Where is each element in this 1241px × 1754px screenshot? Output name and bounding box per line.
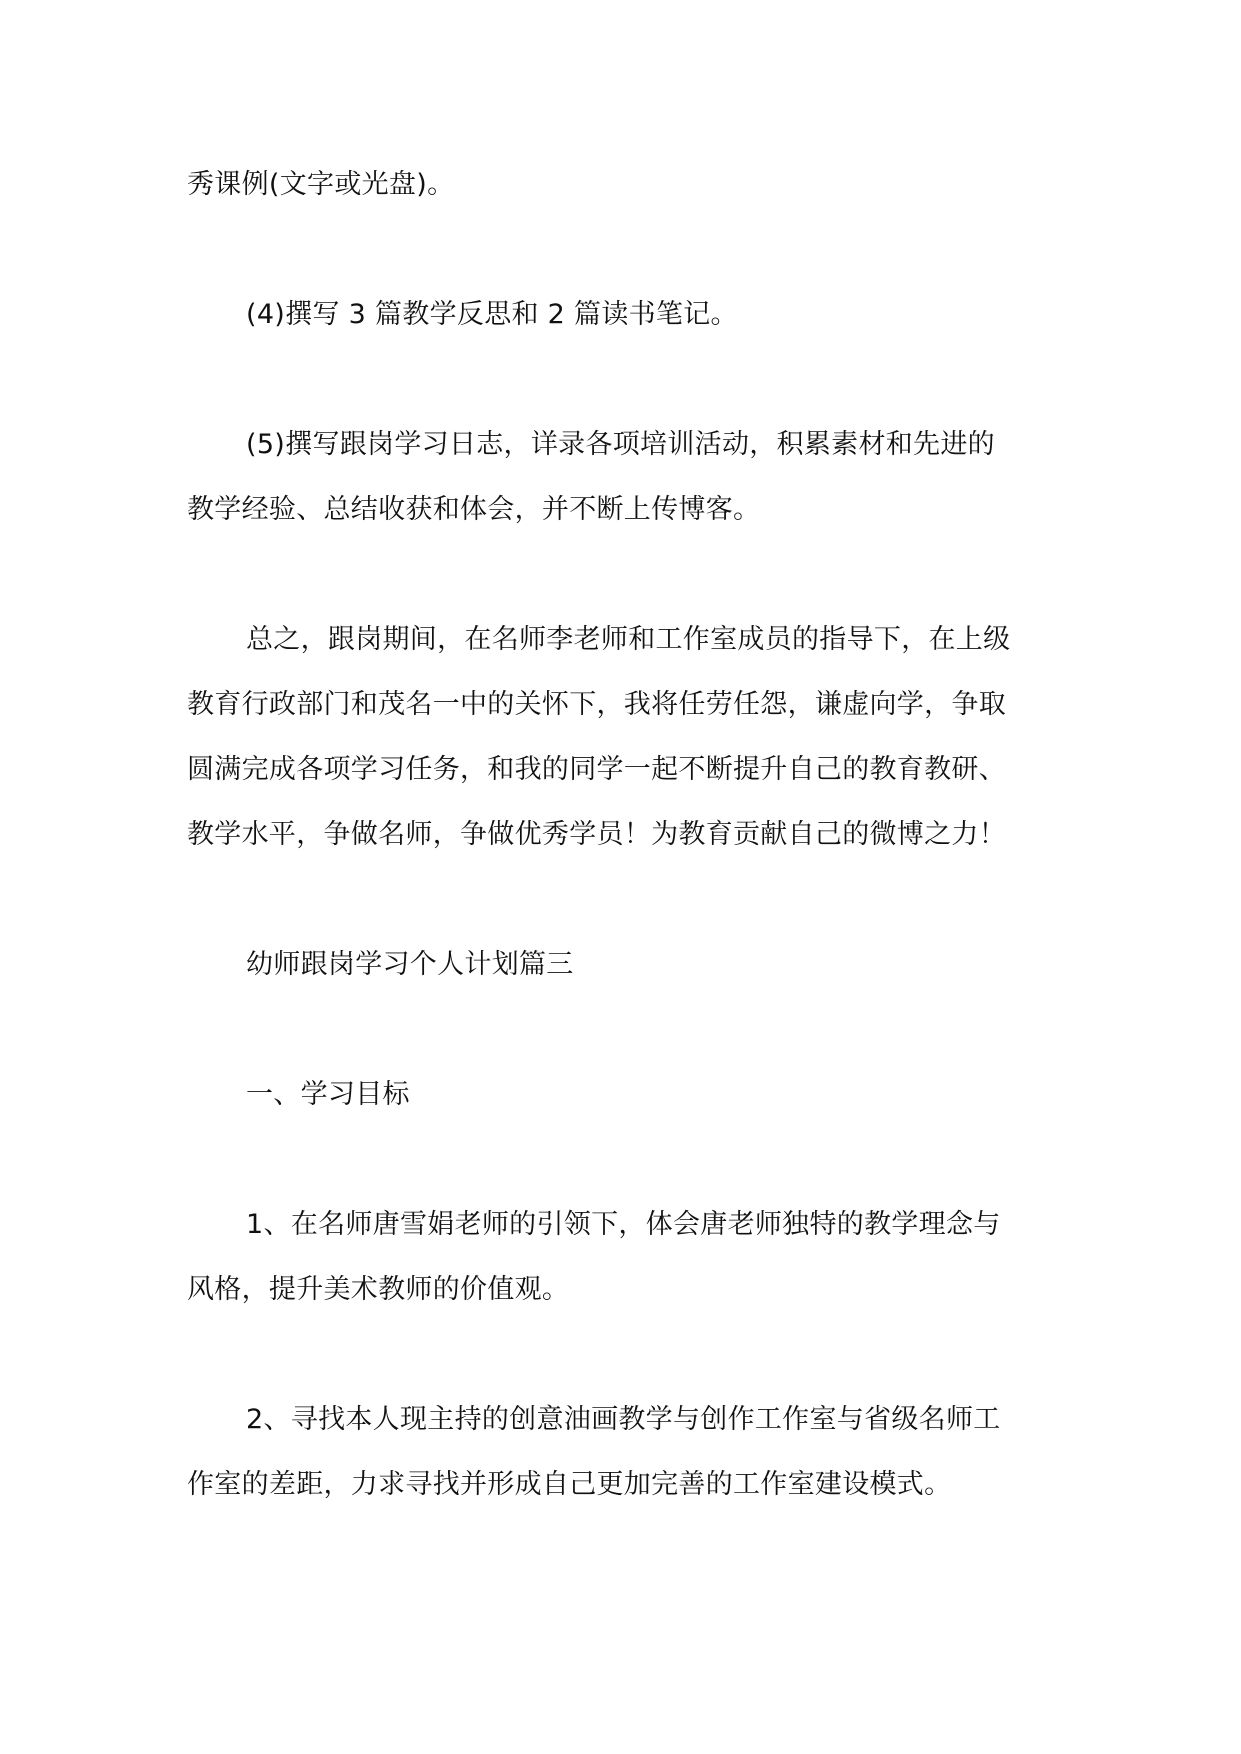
text-line: (5)撰写跟岗学习日志，详录各项培训活动，积累素材和先进的 <box>246 429 995 460</box>
text-line: 教育行政部门和茂名一中的关怀下，我将任劳任怨，谦虚向学，争取 <box>187 689 1006 720</box>
text-line: 秀课例(文字或光盘)。 <box>187 169 455 200</box>
text-line: 教学经验、总结收获和体会，并不断上传博客。 <box>187 494 761 525</box>
text-line: 教学水平，争做名师，争做优秀学员！为教育贡献自己的微博之力！ <box>187 819 1006 850</box>
text-line: 作室的差距，力求寻找并形成自己更加完善的工作室建设模式。 <box>187 1469 952 1500</box>
text-line: (4)撰写 3 篇教学反思和 2 篇读书笔记。 <box>246 299 738 330</box>
subsection-heading: 一、学习目标 <box>246 1079 410 1110</box>
text-line: 圆满完成各项学习任务，和我的同学一起不断提升自己的教育教研、 <box>187 754 1006 785</box>
text-line: 总之，跟岗期间，在名师李老师和工作室成员的指导下，在上级 <box>246 624 1011 655</box>
section-heading: 幼师跟岗学习个人计划篇三 <box>246 949 574 980</box>
text-line: 风格，提升美术教师的价值观。 <box>187 1274 570 1305</box>
text-line: 1、在名师唐雪娟老师的引领下，体会唐老师独特的教学理念与 <box>246 1209 1001 1240</box>
text-line: 2、寻找本人现主持的创意油画教学与创作工作室与省级名师工 <box>246 1404 1001 1435</box>
